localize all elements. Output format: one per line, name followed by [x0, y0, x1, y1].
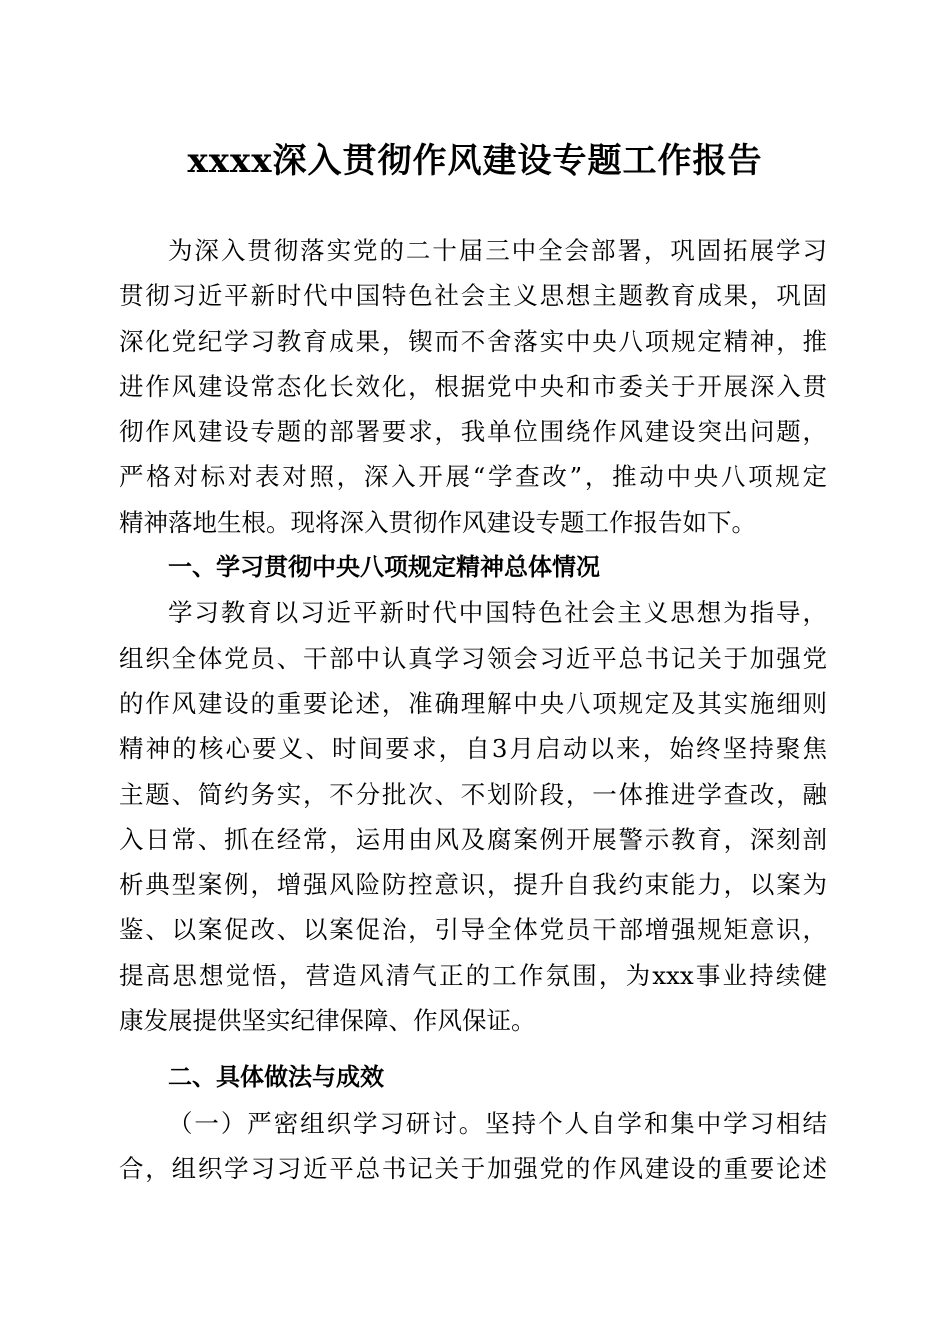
- document-title: xxxx深入贯彻作风建设专题工作报告: [187, 141, 763, 181]
- paragraph-line: 提高思想觉悟，营造风清气正的工作氛围，为xxx事业持续健: [119, 960, 827, 990]
- intro-paragraph: [119, 228, 827, 545]
- section2-paragraph: [119, 1101, 827, 1192]
- paragraph-line: 鉴、以案促改、以案促治，引导全体党员干部增强规矩意识，: [119, 915, 827, 945]
- paragraph-line: 彻作风建设专题的部署要求，我单位围绕作风建设突出问题，: [119, 417, 827, 447]
- section-heading-2: 二、具体做法与成效: [168, 1063, 384, 1092]
- section-heading-1: 一、学习贯彻中央八项规定精神总体情况: [168, 553, 600, 582]
- paragraph-line: 的作风建设的重要论述，准确理解中央八项规定及其实施细则: [119, 688, 827, 718]
- paragraph-line: 学习教育以习近平新时代中国特色社会主义思想为指导，: [168, 598, 827, 628]
- paragraph-line: 精神的核心要义、时间要求，自3月启动以来，始终坚持聚焦: [119, 734, 827, 764]
- paragraph-line: 贯彻习近平新时代中国特色社会主义思想主题教育成果，巩固: [119, 281, 827, 311]
- paragraph-line: 进作风建设常态化长效化，根据党中央和市委关于开展深入贯: [119, 371, 827, 401]
- paragraph-line: （一）严密组织学习研讨。坚持个人自学和集中学习相结: [168, 1108, 827, 1138]
- section1-paragraph: [119, 590, 827, 1043]
- paragraph-line: 深化党纪学习教育成果，锲而不舍落实中央八项规定精神，推: [119, 326, 827, 356]
- paragraph-line: 康发展提供坚实纪律保障、作风保证。: [119, 1006, 536, 1036]
- paragraph-line: 析典型案例，增强风险防控意识，提升自我约束能力，以案为: [119, 870, 827, 900]
- paragraph-line: 严格对标对表对照，深入开展“学查改”，推动中央八项规定: [119, 462, 827, 492]
- spacer: [119, 1043, 827, 1055]
- paragraph-line: 合，组织学习习近平总书记关于加强党的作风建设的重要论述: [119, 1153, 827, 1183]
- paragraph-line: 主题、简约务实，不分批次、不划阶段，一体推进学查改，融: [119, 779, 827, 809]
- paragraph-line: 入日常、抓在经常，运用由风及腐案例开展警示教育，深刻剖: [119, 824, 827, 854]
- paragraph-line: 为深入贯彻落实党的二十届三中全会部署，巩固拓展学习: [168, 236, 827, 265]
- paragraph-line: 精神落地生根。现将深入贯彻作风建设专题工作报告如下。: [119, 507, 756, 537]
- document-body: [119, 228, 827, 1191]
- paragraph-line: 组织全体党员、干部中认真学习领会习近平总书记关于加强党: [119, 643, 827, 673]
